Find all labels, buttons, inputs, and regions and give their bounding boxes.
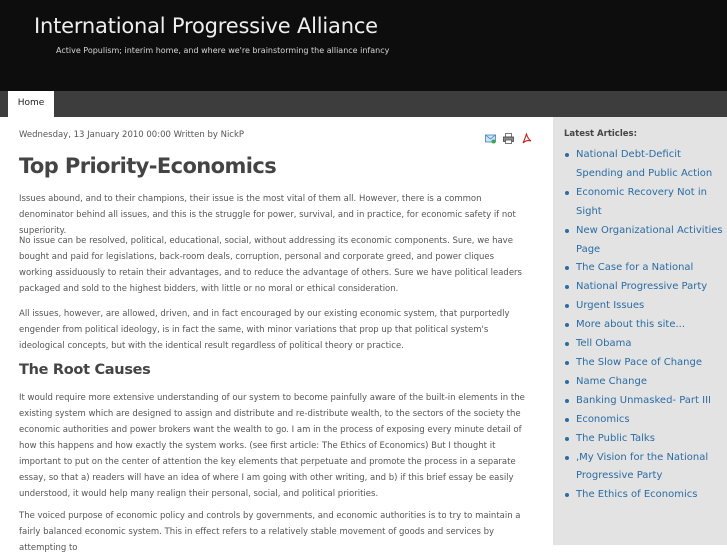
latest-article-link[interactable]: Urgent Issues <box>563 297 723 316</box>
latest-article-link[interactable]: The Ethics of Economics <box>563 486 723 505</box>
pdf-icon[interactable] <box>521 129 532 140</box>
article-icons <box>485 129 534 141</box>
article-paragraph: No issue can be resolved, political, educational, social, without addressing its economic components. Sure, we have bought and paid for legislations, back-room deals, corruption, personal and corporate greed, and power cliques working assiduously to retain their advantages, and to reduce the advantage of others. Sure we have political leaders packaged and sold to the highest bidders, with little or no moral or ethical consideration. <box>19 236 522 294</box>
latest-article-link[interactable]: Tell Obama <box>563 335 723 354</box>
latest-article-link[interactable]: ,My Vision for the National Progressive Party <box>563 449 723 487</box>
article-meta: Wednesday, 13 January 2010 00:00 Written by NickP <box>19 130 245 140</box>
site-tagline: Active Populism; interim home, and where we're brainstorming the alliance infancy <box>56 46 390 55</box>
article-paragraph: All issues, however, are allowed, driven, and in fact encouraged by our existing economic system, that purportedly engender from political ideology, is in fact the same, with minor variations that prop up that political system's ideological concepts, but with the identical result regardless of political theory or practice. <box>19 309 510 351</box>
latest-article-link[interactable]: Name Change <box>563 373 723 392</box>
latest-article-link[interactable]: Economic Recovery Not in Sight <box>563 184 723 222</box>
latest-article-link[interactable]: Economics <box>563 411 723 430</box>
latest-article-link[interactable]: National Debt-Deficit Spending and Public Action <box>563 146 723 184</box>
section-heading: The Root Causes <box>19 362 151 378</box>
main-nav <box>0 91 727 117</box>
nav-home-tab[interactable]: Home <box>8 91 54 118</box>
latest-article-link[interactable]: New Organizational Activities Page <box>563 222 723 260</box>
article-title[interactable]: Top Priority-Economics <box>19 154 277 178</box>
article-paragraph: The voiced purpose of economic policy and controls by governments, and economic authorities is to try to maintain a fairly balanced economic system. This in effect refers to a relatively stable movement of goods and services by attempting to <box>19 511 521 553</box>
site-title[interactable]: International Progressive Alliance <box>34 14 378 38</box>
latest-articles-heading: Latest Articles: <box>564 129 637 139</box>
article-paragraph: It would require more extensive understanding of our system to become painfully aware of the built-in elements in the existing system which are designed to assign and distribute and re-distribute wealth, to the sectors of the society the economic authorities and power brokers want the wealth to go. I am in the process of exposing every minute detail of how this happens and how exactly the system works. (see first article: The Ethics of Economics) But I thought it important to put on the center of attention the key elements that perpetuate and promote the process in a separate essay, so that a) readers will have an idea of where I am going with other writing, and b) if this brief essay be easily understood, it would help many realign their personal, social, and political priorities. <box>19 393 525 499</box>
email-icon[interactable] <box>485 129 496 140</box>
latest-article-link[interactable]: The Slow Pace of Change <box>563 354 723 373</box>
print-icon[interactable] <box>503 129 514 140</box>
article-paragraph: Issues abound, and to their champions, their issue is the most vital of them all. However, there is a common denominator behind all issues, and this is the struggle for power, survival, and in practice, for economic safety if not superiority. <box>19 194 516 236</box>
latest-article-link[interactable]: Banking Unmasked- Part III <box>563 392 723 411</box>
latest-articles-list <box>563 146 723 505</box>
latest-article-link[interactable]: The Case for a National <box>563 259 723 278</box>
latest-article-link[interactable]: The Public Talks <box>563 430 723 449</box>
latest-article-link[interactable]: More about this site... <box>563 316 723 335</box>
latest-article-link[interactable]: National Progressive Party <box>563 278 723 297</box>
